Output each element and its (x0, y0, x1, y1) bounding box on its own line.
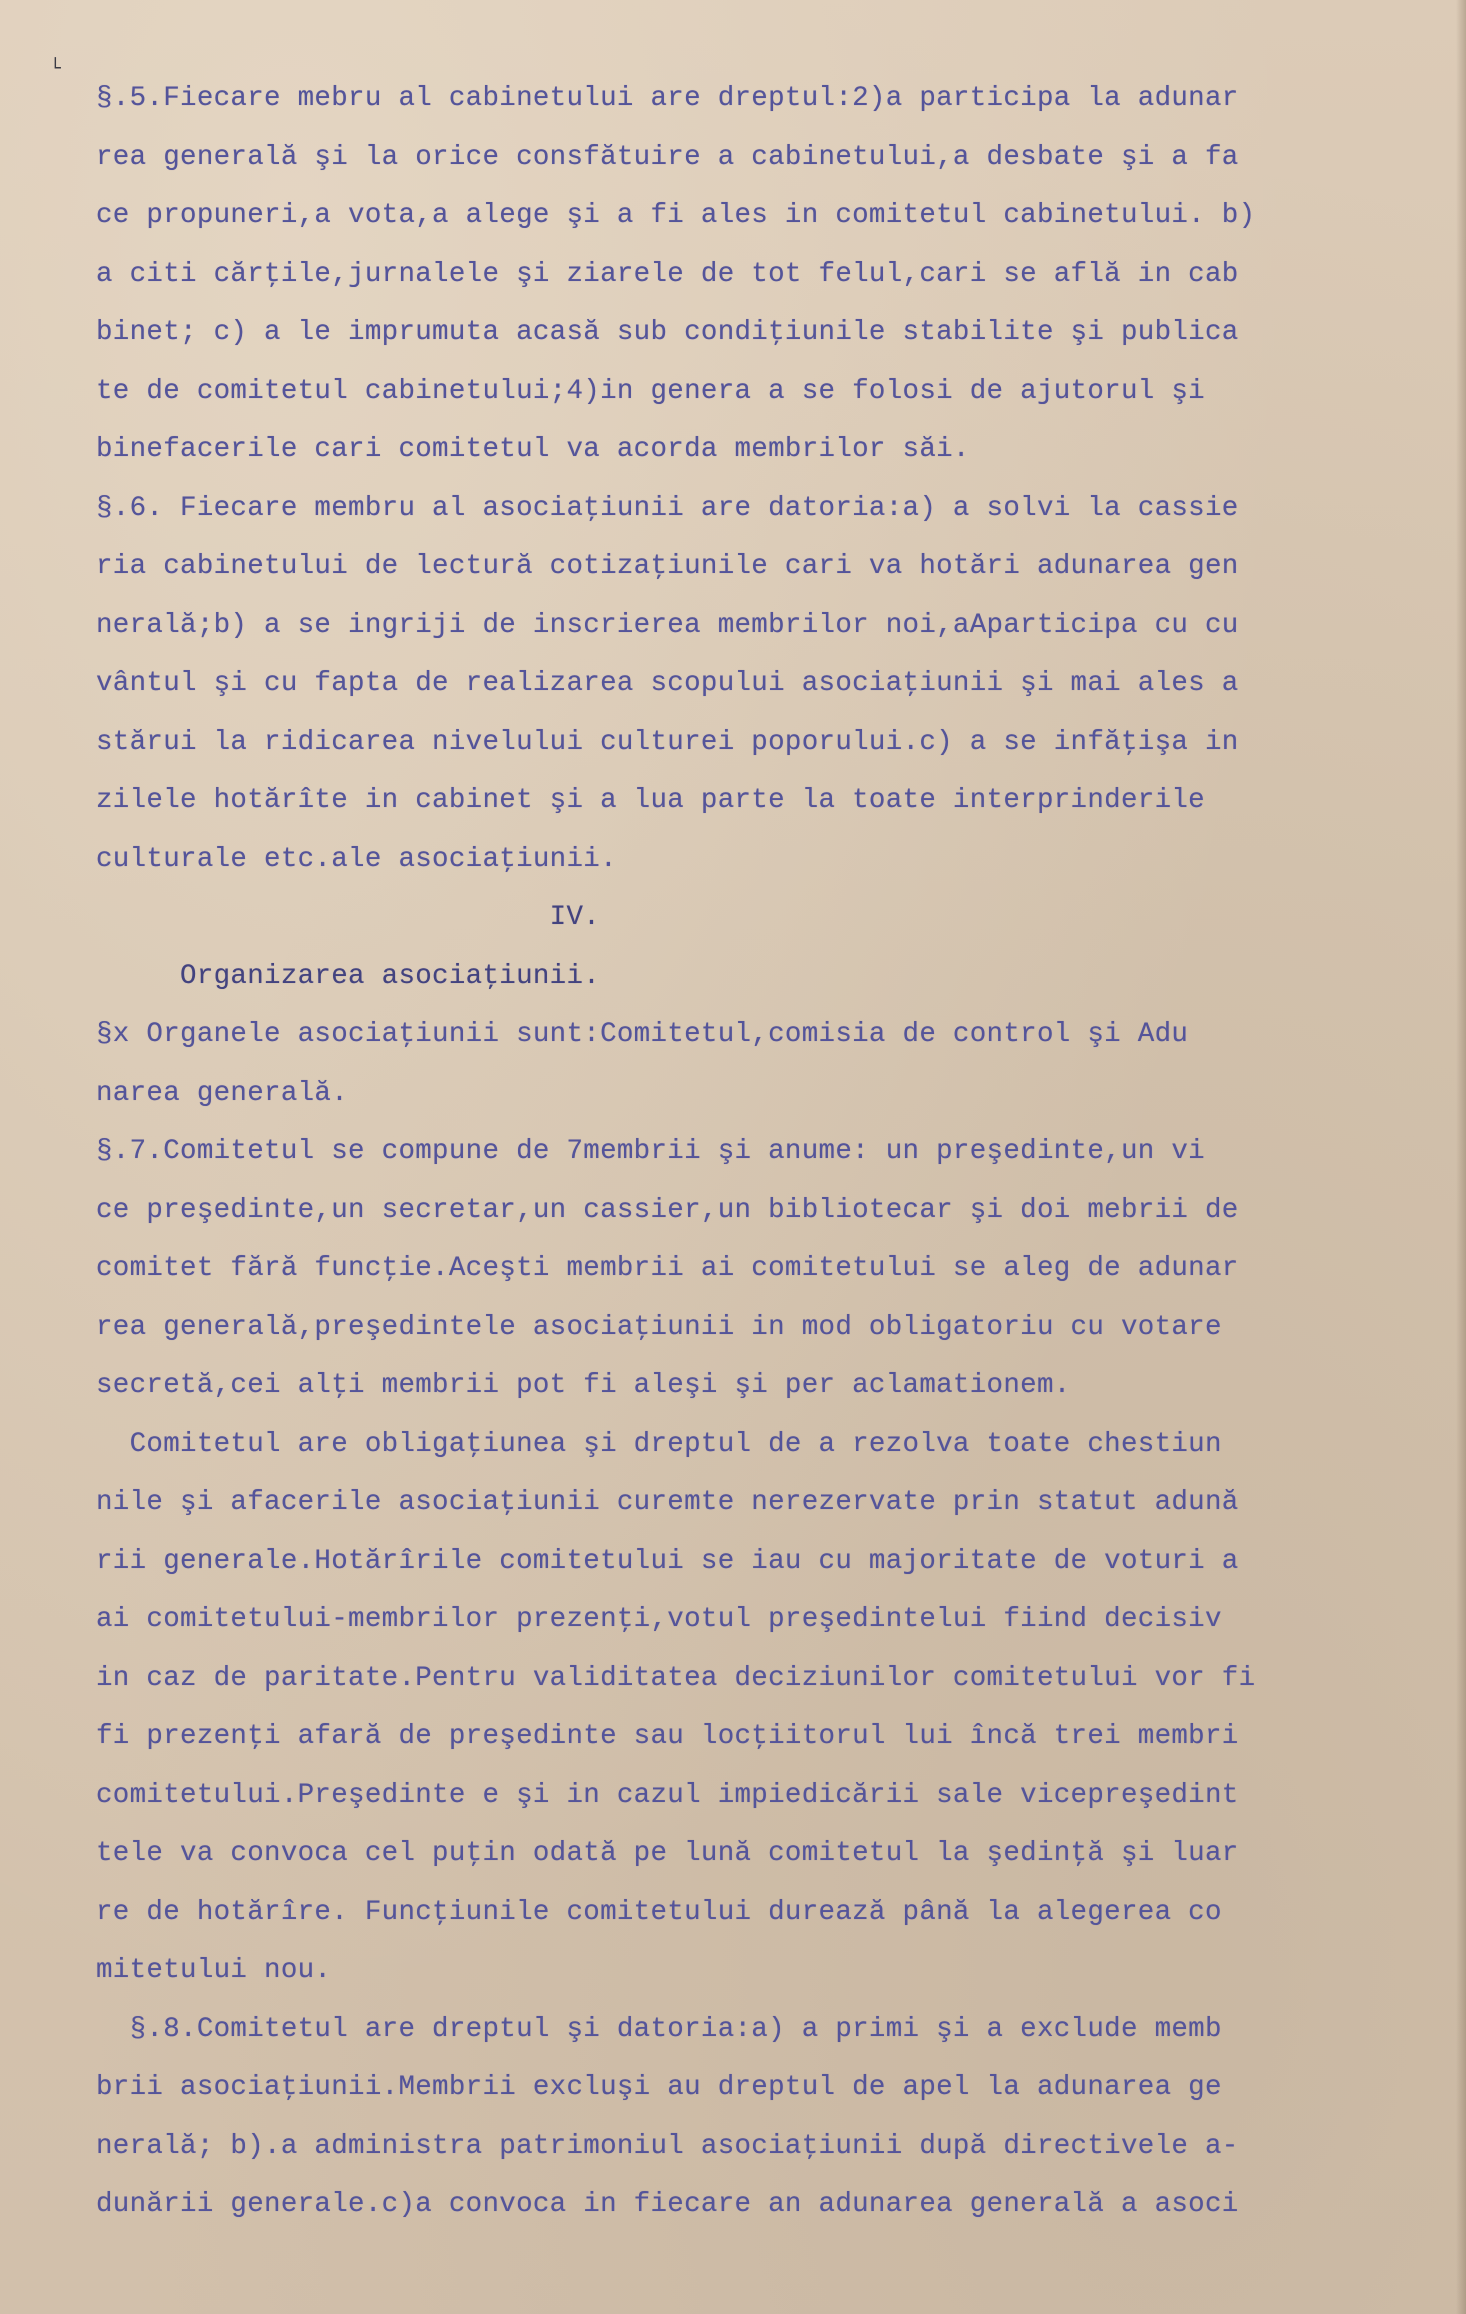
page-corner-mark: └ (50, 58, 61, 79)
text-line: stărui la ridicarea nivelului culturei poporului.c) a se infăţişa in (96, 726, 1239, 758)
text-line: brii asociaţiunii.Membrii excluşi au dreptul de apel la adunarea ge (96, 2072, 1222, 2103)
section-heading-number: IV. (96, 902, 601, 933)
text-line: ria cabinetului de lectură cotizaţiunile cari va hotări adunarea gen (96, 551, 1239, 582)
text-line: dunării generale.c)a convoca in fiecare an adunarea generală a asoci (96, 2189, 1239, 2220)
text-line: tele va convoca cel puţin odată pe lună comitetul la şedinţă şi luar (96, 1838, 1239, 1869)
text-line: §.5.Fiecare mebru al cabinetului are dreptul:2)a participa la adunar (96, 83, 1239, 114)
text-line: §.7.Comitetul se compune de 7membrii şi anume: un preşedinte,un vi (96, 1136, 1205, 1167)
text-line: in caz de paritate.Pentru validitatea deciziunilor comitetului vor fi (96, 1662, 1256, 1694)
section-heading-title: Organizarea asociaţiunii. (96, 960, 601, 992)
text-line: comitet fără funcţie.Aceşti membrii ai comitetului se aleg de adunar (96, 1253, 1239, 1284)
text-line: binefacerile cari comitetul va acorda membrilor săi. (96, 434, 970, 465)
text-line: rea generală,preşedintele asociaţiunii in mod obligatoriu cu votare (96, 1311, 1222, 1343)
typed-text-body (96, 70, 1436, 2235)
text-line: rii generale.Hotărîrile comitetului se iau cu majoritate de voturi a (96, 1545, 1239, 1577)
text-line: binet; c) a le imprumuta acasă sub condiţiunile stabilite şi publica (96, 317, 1239, 348)
text-line: nile şi afacerile asociaţiunii curemte nerezervate prin statut adună (96, 1487, 1239, 1518)
text-line: nerală;b) a se ingriji de inscrierea membrilor noi,aAparticipa cu cu (96, 609, 1239, 641)
text-line: vântul şi cu fapta de realizarea scopului asociaţiunii şi mai ales a (96, 668, 1239, 699)
text-line: zilele hotărîte in cabinet şi a lua parte la toate interprinderile (96, 785, 1205, 816)
text-line: te de comitetul cabinetului;4)in genera a se folosi de ajutorul şi (96, 375, 1205, 407)
text-line: §x Organele asociaţiunii sunt:Comitetul,comisia de control şi Adu (96, 1019, 1189, 1050)
text-line: ce preşedinte,un secretar,un cassier,un bibliotecar şi doi mebrii de (96, 1194, 1239, 1226)
text-line: culturale etc.ale asociaţiunii. (96, 843, 617, 875)
text-line: §.8.Comitetul are dreptul şi datoria:a) a primi şi a exclude memb (96, 2013, 1222, 2045)
text-line: fi prezenţi afară de preşedinte sau locţiitorul lui încă trei membri (96, 1721, 1239, 1752)
text-line: re de hotărîre. Funcţiunile comitetului durează până la alegerea co (96, 1896, 1222, 1928)
text-line: §.6. Fiecare membru al asociaţiunii are datoria:a) a solvi la cassie (96, 492, 1239, 524)
text-line: mitetului nou. (96, 1955, 332, 1986)
text-line: ai comitetului-membrilor prezenţi,votul preşedintelui fiind decisiv (96, 1604, 1222, 1635)
text-line: Comitetul are obligaţiunea şi dreptul de a rezolva toate chestiun (96, 1428, 1222, 1460)
text-line: nerală; b).a administra patrimoniul asociaţiunii după directivele a- (96, 2130, 1239, 2162)
text-line: secretă,cei alţi membrii pot fi aleşi şi per aclamationem. (96, 1370, 1071, 1401)
text-line: rea generală şi la orice consfătuire a cabinetului,a desbate şi a fa (96, 141, 1239, 173)
text-line: comitetului.Preşedinte e şi in cazul impiedicării sale vicepreşedint (96, 1779, 1239, 1811)
text-line: narea generală. (96, 1077, 349, 1109)
text-line: a citi cărţile,jurnalele şi ziarele de tot felul,cari se află in cab (96, 258, 1239, 290)
text-line: ce propuneri,a vota,a alege şi a fi ales in comitetul cabinetului. b) (96, 200, 1256, 231)
page-edge-shadow (1456, 0, 1466, 2314)
